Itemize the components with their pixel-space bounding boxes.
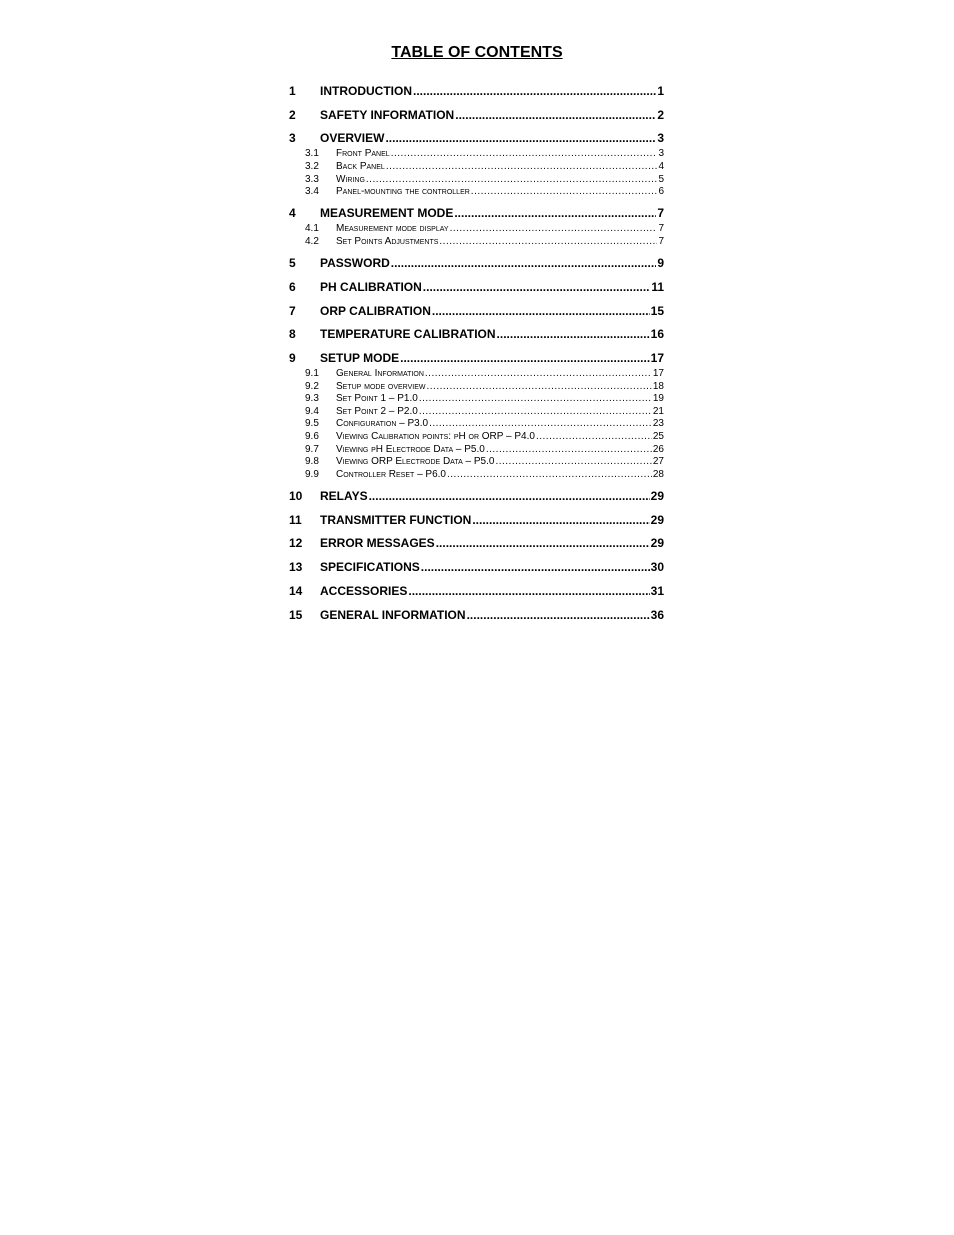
toc-subsection-entry[interactable] xyxy=(289,148,664,161)
toc-section-entry[interactable] xyxy=(289,82,664,100)
toc-subsection-entry[interactable] xyxy=(289,393,664,406)
toc-subsection-entry[interactable] xyxy=(289,381,664,394)
dot-leader xyxy=(497,325,650,343)
dot-leader xyxy=(450,223,658,236)
toc-entry-page: 28 xyxy=(652,468,664,480)
toc-entry-page: 11 xyxy=(651,280,664,294)
dot-leader xyxy=(369,487,650,505)
toc-entry-label: GENERAL INFORMATION xyxy=(320,607,466,622)
toc-entry-number: 9.1 xyxy=(305,368,319,380)
toc-entry-label: Setup mode overview xyxy=(336,380,426,392)
toc-entry-label: PH CALIBRATION xyxy=(320,280,422,294)
toc-entry-number: 3.3 xyxy=(305,173,319,185)
toc-entry-number: 6 xyxy=(289,280,296,294)
dot-leader xyxy=(419,393,652,406)
toc-section-entry[interactable] xyxy=(289,534,664,552)
dot-leader xyxy=(425,368,652,381)
toc-entry-number: 5 xyxy=(289,256,296,271)
toc-entry-number: 3 xyxy=(289,131,296,146)
toc-subsection-entry[interactable] xyxy=(289,456,664,469)
toc-entry-label: Viewing Calibration points: pH or ORP – P4.0 xyxy=(336,431,535,443)
toc-entry-page: 17 xyxy=(650,351,664,366)
toc-entry-page: 26 xyxy=(652,443,664,455)
toc-entry-label: Set Points Adjustments xyxy=(336,236,439,248)
toc-entry-number: 10 xyxy=(289,489,303,504)
toc-entry-page: 30 xyxy=(650,560,664,575)
toc-entry-number: 1 xyxy=(289,84,296,98)
toc-entry-label: Back Panel xyxy=(336,160,385,172)
toc-subsection-entry[interactable] xyxy=(289,444,664,457)
page-title: TABLE OF CONTENTS xyxy=(391,44,563,61)
toc-entry-label: Front Panel xyxy=(336,148,390,160)
toc-entry-page: 7 xyxy=(658,223,664,235)
toc-entry-label: TEMPERATURE CALIBRATION xyxy=(320,327,496,342)
toc-entry-number: 15 xyxy=(289,607,303,622)
toc-subsection-entry[interactable] xyxy=(289,223,664,236)
toc-entry-number: 3.4 xyxy=(305,186,319,198)
toc-section-entry[interactable] xyxy=(289,302,664,320)
toc-subsection-entry[interactable] xyxy=(289,406,664,419)
toc-entry-number: 7 xyxy=(289,303,296,318)
toc-entry-label: Set Point 2 – P2.0 xyxy=(336,405,418,417)
dot-leader xyxy=(423,278,651,296)
toc-entry-label: RELAYS xyxy=(320,489,368,504)
dot-leader xyxy=(447,469,652,482)
toc-entry-page: 9 xyxy=(657,256,664,271)
dot-leader xyxy=(536,431,652,444)
toc-section-entry[interactable] xyxy=(289,558,664,576)
toc-entry-page: 19 xyxy=(652,393,664,405)
toc-entry-label: Viewing ORP Electrode Data – P5.0 xyxy=(336,456,495,468)
toc-entry-label: INTRODUCTION xyxy=(320,84,412,98)
toc-subsection-entry[interactable] xyxy=(289,431,664,444)
toc-entry-label: Configuration – P3.0 xyxy=(336,418,429,430)
toc-entry-page: 3 xyxy=(657,131,664,146)
dot-leader xyxy=(419,406,652,419)
toc-subsection-list xyxy=(289,368,664,481)
toc-entry-page: 6 xyxy=(658,186,664,198)
toc-entry-number: 13 xyxy=(289,560,303,575)
toc-section-entry[interactable] xyxy=(289,487,664,505)
toc-entry-label: SPECIFICATIONS xyxy=(320,560,420,575)
dot-leader xyxy=(391,254,657,272)
toc-entry-label: SETUP MODE xyxy=(320,351,400,366)
toc-section-entry[interactable] xyxy=(289,106,664,124)
toc-subsection-entry[interactable] xyxy=(289,186,664,199)
dot-leader xyxy=(366,174,658,187)
toc-entry-page: 15 xyxy=(650,303,664,318)
toc-entry-number: 9.4 xyxy=(305,405,319,417)
toc-subsection-entry[interactable] xyxy=(289,236,664,249)
toc-section-entry[interactable] xyxy=(289,511,664,529)
dot-leader xyxy=(427,381,652,394)
toc-entry-page: 23 xyxy=(652,418,664,430)
dot-leader xyxy=(408,582,649,600)
dot-leader xyxy=(486,444,652,457)
toc-entry-label: MEASUREMENT MODE xyxy=(320,206,454,221)
toc-entry-label: General Information xyxy=(336,368,424,380)
toc-entry-label: Panel-mounting the controller xyxy=(336,186,470,198)
toc-entry-page: 18 xyxy=(652,380,664,392)
toc-section-entry[interactable] xyxy=(289,606,664,624)
toc-section-entry[interactable] xyxy=(289,349,664,367)
toc-entry-page: 2 xyxy=(657,107,664,122)
toc-entry-number: 9.3 xyxy=(305,393,319,405)
toc-entry-page: 3 xyxy=(658,148,664,160)
dot-leader xyxy=(467,606,650,624)
toc-entry-page: 5 xyxy=(658,173,664,185)
toc-entry-number: 9.6 xyxy=(305,431,319,443)
table-of-contents xyxy=(289,82,664,624)
toc-entry-number: 3.1 xyxy=(305,148,319,160)
toc-entry-label: TRANSMITTER FUNCTION xyxy=(320,512,472,527)
toc-section-entry[interactable] xyxy=(289,582,664,600)
toc-section-entry[interactable] xyxy=(289,325,664,343)
toc-entry-page: 29 xyxy=(650,536,664,551)
toc-entry-page: 21 xyxy=(652,405,664,417)
dot-leader xyxy=(471,186,658,199)
toc-entry-page: 17 xyxy=(652,368,664,380)
toc-entry-number: 14 xyxy=(289,583,303,598)
dot-leader xyxy=(439,236,657,249)
toc-entry-page: 16 xyxy=(650,327,664,342)
dot-leader xyxy=(436,534,650,552)
toc-entry-number: 9.2 xyxy=(305,380,319,392)
dot-leader xyxy=(455,106,656,124)
toc-entry-page: 7 xyxy=(657,206,664,221)
dot-leader xyxy=(421,558,650,576)
dot-leader xyxy=(386,161,658,174)
toc-subsection-entry[interactable] xyxy=(289,368,664,381)
toc-entry-label: ACCESSORIES xyxy=(320,583,408,598)
toc-entry-number: 9.8 xyxy=(305,456,319,468)
toc-entry-page: 36 xyxy=(650,607,664,622)
toc-entry-label: Viewing pH Electrode Data – P5.0 xyxy=(336,443,485,455)
dot-leader xyxy=(385,129,656,147)
toc-section-entry[interactable] xyxy=(289,278,664,296)
toc-entry-number: 12 xyxy=(289,536,303,551)
toc-section-entry[interactable] xyxy=(289,204,664,222)
toc-entry-page: 7 xyxy=(658,236,664,248)
toc-entry-page: 31 xyxy=(650,583,664,598)
toc-entry-label: SAFETY INFORMATION xyxy=(320,107,455,122)
dot-leader xyxy=(454,204,656,222)
toc-subsection-entry[interactable] xyxy=(289,174,664,187)
toc-subsection-entry[interactable] xyxy=(289,161,664,174)
dot-leader xyxy=(429,418,652,431)
toc-entry-label: Wiring xyxy=(336,173,365,185)
toc-entry-label: PASSWORD xyxy=(320,256,390,271)
toc-entry-number: 2 xyxy=(289,107,296,122)
toc-entry-number: 4.2 xyxy=(305,236,319,248)
toc-subsection-list xyxy=(289,148,664,198)
toc-entry-label: Set Point 1 – P1.0 xyxy=(336,393,418,405)
dot-leader xyxy=(400,349,650,367)
dot-leader xyxy=(413,82,656,100)
toc-entry-number: 9.5 xyxy=(305,418,319,430)
dot-leader xyxy=(432,302,650,320)
toc-section-entry[interactable] xyxy=(289,254,664,272)
toc-subsection-entry[interactable] xyxy=(289,418,664,431)
toc-entry-page: 25 xyxy=(652,431,664,443)
toc-entry-page: 4 xyxy=(658,160,664,172)
toc-entry-number: 3.2 xyxy=(305,160,319,172)
toc-section-entry[interactable] xyxy=(289,129,664,147)
toc-entry-number: 4.1 xyxy=(305,223,319,235)
dot-leader xyxy=(391,148,658,161)
toc-entry-number: 9.7 xyxy=(305,443,319,455)
toc-subsection-list xyxy=(289,223,664,248)
toc-entry-label: OVERVIEW xyxy=(320,131,385,146)
toc-entry-label: Measurement mode display xyxy=(336,223,449,235)
toc-subsection-entry[interactable] xyxy=(289,469,664,482)
toc-entry-label: ERROR MESSAGES xyxy=(320,536,435,551)
toc-entry-number: 4 xyxy=(289,206,296,221)
dot-leader xyxy=(472,511,649,529)
toc-entry-page: 1 xyxy=(657,84,664,98)
toc-entry-number: 9 xyxy=(289,351,296,366)
toc-entry-label: ORP CALIBRATION xyxy=(320,303,431,318)
toc-entry-number: 9.9 xyxy=(305,468,319,480)
toc-entry-number: 8 xyxy=(289,327,296,342)
toc-entry-page: 29 xyxy=(650,489,664,504)
toc-entry-number: 11 xyxy=(289,512,302,527)
dot-leader xyxy=(495,456,651,469)
toc-entry-page: 27 xyxy=(652,456,664,468)
toc-entry-label: Controller Reset – P6.0 xyxy=(336,468,446,480)
toc-entry-page: 29 xyxy=(650,512,664,527)
